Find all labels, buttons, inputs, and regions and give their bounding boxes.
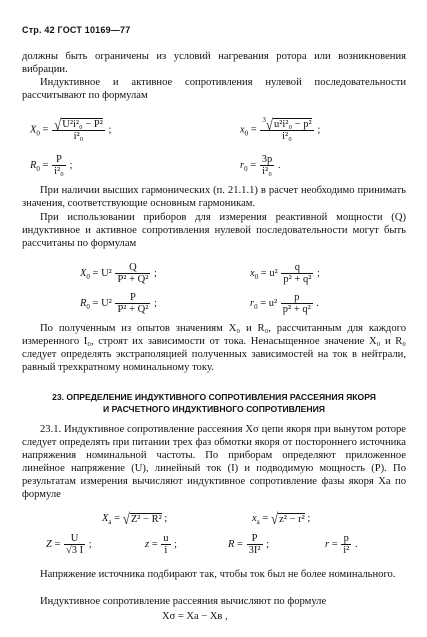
formula-x0: $x_0$ = $\frac{^3√u^2i^2_0 - p^2}{\text{i²₀}}$ ; [240,115,321,142]
formula-x0-reactive: $x_0 = u^2$ $\frac{q}{\text{p² + q²}}$ ; [250,262,320,285]
formula-Xa: $X_a = √Z^2 - R^2$ ; [102,509,168,528]
formula-R0: $R_0$ = $\frac{P}{\text{i²₀}}$ ; [30,154,73,177]
formula-z: z = $\frac{u}{i}$ ; [145,533,178,556]
section-heading: 23. ОПРЕДЕЛЕНИЕ ИНДУКТИВНОГО СОПРОТИВЛЕНИЯ РАССЕЯНИЯ ЯКОРЯ И РАСЧЕТНОГО ИНДУКТИВНОГО СОПРОТИВЛЕНИЯ [52,392,376,414]
formula-Z: Z = $\frac{U}{√3 I}$ ; [46,533,92,556]
formula-R0-reactive: $R_0 = U^2$ $\frac{P}{\text{P² + Q²}}$ ; [80,292,157,315]
formula-Xsigma: Xσ = Xa − Xв , [162,611,228,622]
paragraph-extrapolation: По полученным из опытов значениям X₀ и R₀, рассчитанным для каждого измеренного I₀, строят их зависимости от тока. Ненасыщенное значение X₀ и R₀ следует определять экстраполяцией полученных зависимостей на ток в нейтрали, равный трехкратному номинальному току. [22,323,406,373]
page-header: Стр. 42 ГОСТ 10169—77 [22,25,131,35]
formula-X0: $X_0$ = $\frac{\text{√U²i²₀ − P²}}{\text{i²₀}}$ ; [30,115,112,142]
formula-r: r = $\frac{p}{\text{i²}}$ . [325,533,358,556]
formula-r0-reactive: $r_0 = u^2$ $\frac{p}{\text{p² + q²}}$ . [250,292,320,315]
paragraph-zero-sequence-intro: Индуктивное и активное сопротивления нулевой последовательности рассчитывают по формулам [22,77,406,101]
paragraph-23-1: 23.1. Индуктивное сопротивление рассеяния Xσ цепи якоря при вынутом роторе следует определять при питании трех фаз обмотки якоря от постороннего источника напряжения номинальной частоты. По приборам определяют приложенное линейное напряжение (U), линейный ток (I) и подводимую мощность (P). По результатам измерения вычисляют индуктивное сопротивление фазы якоря Xa по формуле [22,424,406,500]
paragraph-reactive-power: При использовании приборов для измерения реактивной мощности (Q) индуктивное и активное сопротивления нулевой последовательности могут быть рассчитаны по формулам [22,212,406,249]
paragraph-continuation: должны быть ограничены из условий нагревания ротора или возникновения вибрации. [22,51,406,75]
formula-X0-reactive: $X_0 = U^2$ $\frac{Q}{\text{P² + Q²}}$ ; [80,262,157,285]
formula-R: R = $\frac{P}{\text{3I²}}$ ; [228,533,270,556]
paragraph-leakage-formula: Индуктивное сопротивление рассеяния вычисляют по формуле [40,596,327,607]
paragraph-source-voltage: Напряжение источника подбирают так, чтобы ток был не более номинального. [40,569,396,580]
formula-xa: $x_a = √z^2 - r^2$ ; [252,509,311,528]
formula-r0: $r_0$ = $\frac{3p}{\text{i²₀}}$ . [240,154,281,177]
paragraph-harmonics: При наличии высших гармонических (п. 21.1.1) в расчет необходимо принимать значения, соответствующие основным гармоникам. [22,185,406,209]
